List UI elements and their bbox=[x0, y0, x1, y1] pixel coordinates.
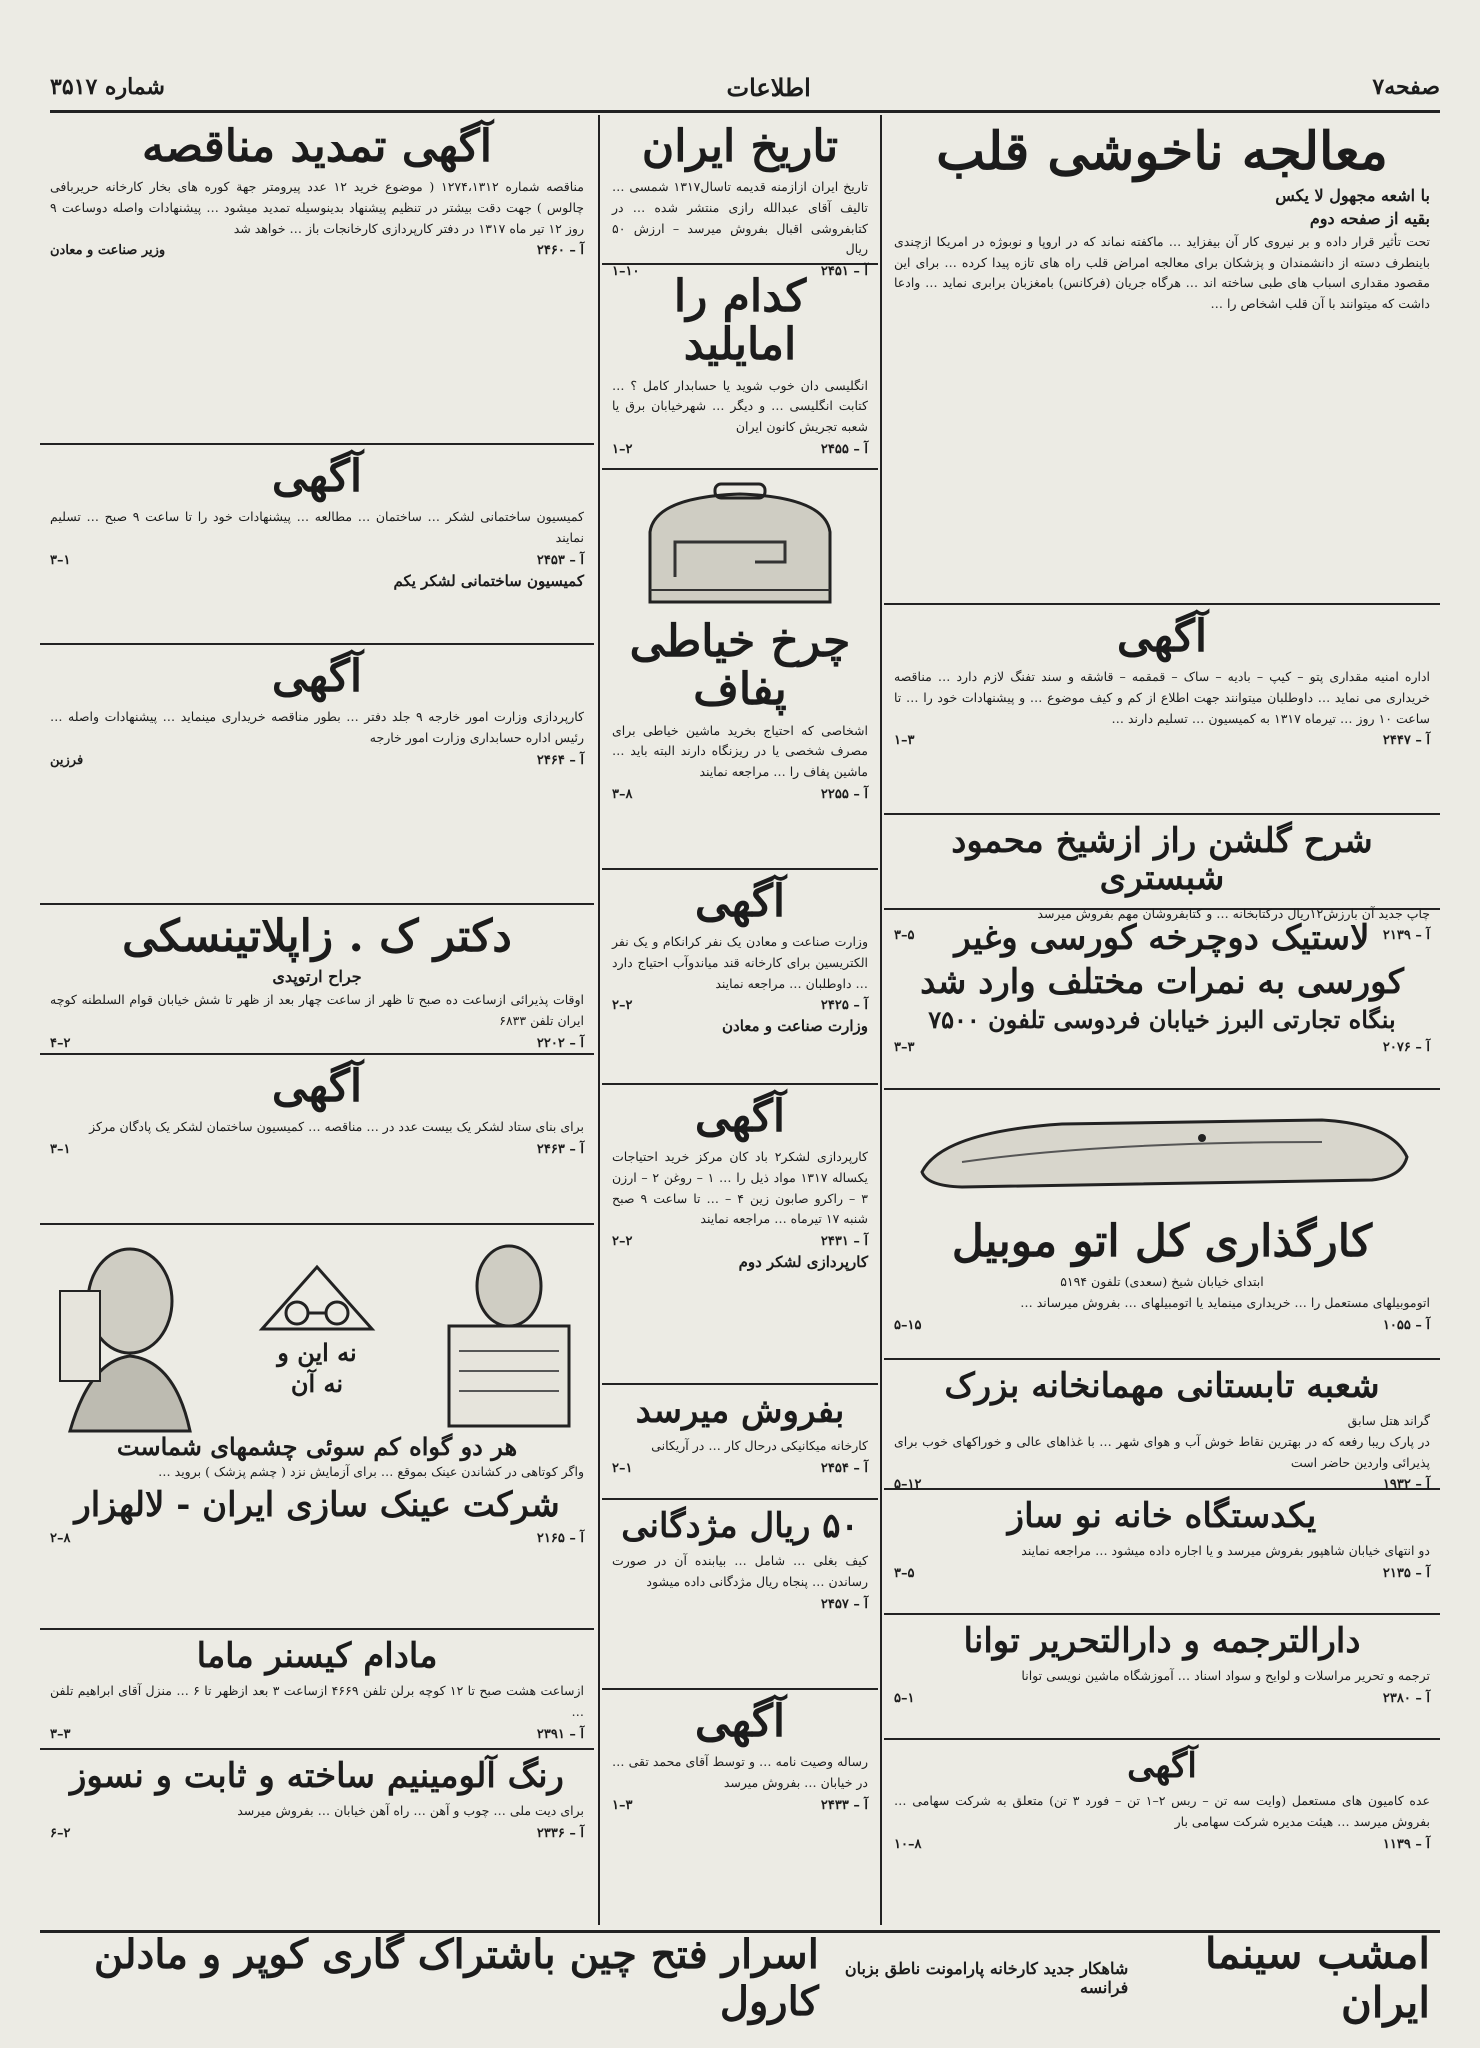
ad-for-sale bbox=[602, 1385, 878, 1500]
ad-trucks-num: ۸–۱۰ bbox=[894, 1836, 922, 1852]
tender-code: آ – ۲۴۶۰ bbox=[536, 243, 584, 259]
ad-construction-title: آگهی bbox=[271, 451, 363, 502]
ad-procurement-sig: کارپردازی لشکر دوم bbox=[738, 1252, 868, 1271]
tire-line-3: بنگاه تجارتی البرز خیابان فردوسی تلفون ۷۵۰۰ bbox=[928, 1005, 1396, 1035]
ad-trucks bbox=[884, 1740, 1440, 1870]
which-num: ۲–۱ bbox=[612, 441, 633, 457]
sale-code: آ – ۲۴۵۴ bbox=[820, 1461, 868, 1477]
tire-num: ۳–۳ bbox=[894, 1039, 915, 1055]
ad-construction bbox=[40, 445, 594, 645]
doctor-sub: جراح ارتوپدی bbox=[272, 967, 362, 987]
ad-procurement bbox=[602, 1085, 878, 1385]
trans-num: ۱–۵ bbox=[894, 1691, 915, 1707]
ad-history bbox=[602, 115, 878, 279]
golshan-body: چاپ جدید آن بارزش۱۲ریال درکتابخانه … و کتابفروشان مهم بفروش میرسد bbox=[1037, 905, 1430, 921]
ad-industry-num: ۲–۲ bbox=[612, 998, 633, 1014]
ad-foreign-ministry bbox=[40, 645, 594, 905]
sale-num: ۱–۲ bbox=[612, 1461, 633, 1477]
ad-construction-sig: کمیسیون ساختمانی لشکر یکم bbox=[393, 571, 584, 590]
sewing-num: ۸–۳ bbox=[612, 786, 633, 802]
heart-continued: بقیه از صفحه دوم bbox=[1309, 209, 1430, 229]
house-num: ۵–۳ bbox=[894, 1566, 915, 1582]
alum-body: برای دیت ملی … چوب و آهن … راه آهن خیابان … بفروش میرسد bbox=[237, 1803, 584, 1819]
ad-foreign-title: آگهی bbox=[271, 651, 363, 702]
house-body: دو انتهای خیابان شاهپور بفروش میرسد و یا اجاره داده میشود … مراجعه نمایند bbox=[1021, 1543, 1430, 1559]
ad-reward bbox=[602, 1500, 878, 1690]
summer-body: در پارک ریبا رفعه که در بهترین نقاط خوش آب و هوای شهر … با غذاهای عالی و خوراکهای خوب برای پذیرائی واردین حاضر است bbox=[894, 1434, 1430, 1470]
house-title: یکدستگاه خانه نو ساز bbox=[1007, 1496, 1317, 1536]
car-illustration bbox=[894, 1102, 1430, 1212]
mama-body: ازساعت هشت صبح تا ۱۲ کوچه برلن تلفن ۴۶۶۹ ازساعت ۳ بعد ازظهر تا ۶ … منزل آقای ابراهیم تلفن … bbox=[50, 1683, 584, 1720]
sale-title: بفروش میرسد bbox=[635, 1391, 845, 1431]
heart-article bbox=[884, 115, 1440, 605]
optic-slogan-1: نه این و bbox=[277, 1337, 357, 1367]
history-title: تاریخ ایران bbox=[641, 121, 839, 172]
house-code: آ – ۲۱۳۵ bbox=[1382, 1566, 1430, 1582]
ad-tires bbox=[884, 910, 1440, 1090]
ad-industry-code: آ – ۲۴۲۵ bbox=[820, 998, 868, 1014]
column-divider-right bbox=[880, 115, 882, 1925]
ad-procurement-title: آگهی bbox=[694, 1091, 786, 1142]
ad-doctor bbox=[40, 905, 594, 1055]
ad-trucks-code: آ – ۱۱۳۹ bbox=[1382, 1836, 1430, 1852]
ad-construction-num: ۱–۳ bbox=[50, 552, 71, 568]
ad-army-code: آ – ۲۴۶۳ bbox=[536, 1142, 584, 1158]
ad-army-body: برای بنای ستاد لشکر یک بیست عدد در … مناقصه … کمیسیون ساختمان لشکر یک پادگان مرکز bbox=[89, 1119, 584, 1135]
reward-code: آ – ۲۴۵۷ bbox=[820, 1596, 868, 1612]
ad-garage bbox=[884, 1090, 1440, 1360]
history-code: آ – ۲۴۵۱ bbox=[820, 263, 868, 279]
cinema-desc: شاهکار جدید کارخانه پارامونت ناطق بزبان فرانسه bbox=[844, 1958, 1129, 1997]
trans-body: ترجمه و تحریر مراسلات و لوایح و سواد اسناد … آموزشگاه ماشین نویسی توانا bbox=[1021, 1668, 1430, 1684]
sewing-title: چرخ خیاطی پفاف bbox=[629, 616, 851, 716]
garage-code: آ – ۱۰۵۵ bbox=[1382, 1317, 1430, 1333]
tire-code: آ – ۲۰۷۶ bbox=[1382, 1039, 1430, 1055]
ad-security bbox=[884, 605, 1440, 815]
golshan-code: آ – ۲۱۳۹ bbox=[1382, 928, 1430, 944]
ad-army-num: ۱–۳ bbox=[50, 1142, 71, 1158]
ad-foreign-body: کارپردازی وزارت امور خارجه ۹ جلد دفتر … بطور مناقصه خریداری مینماید … پیشنهادات واصله … رئیس اداره حسابداری وزارت امور خارجه bbox=[50, 709, 584, 746]
ad-procurement-body: کارپردازی لشکر۲ باد کان مرکز خرید احتیاجات یکساله ۱۳۱۷ مواد ذیل را … ۱ – روغن ۲ – ارزن ۳ – راکرو صابون زین ۴ – … تا ساعت ۹ صبح شنبه ۱۷ تیرماه … مراجعه نمایند bbox=[612, 1149, 869, 1227]
sewing-body: اشخاصی که احتیاج بخرید ماشین خیاطی برای مصرف شخصی یا در ریزنگاه دارند البته باید … ماشین پفاف را … مراجعه نمایند bbox=[612, 722, 868, 780]
ad-house bbox=[884, 1490, 1440, 1615]
doctor-num: ۲–۴ bbox=[50, 1035, 71, 1051]
optic-num: ۸–۲ bbox=[50, 1531, 71, 1546]
summer-title: شعبه تابستانی مهمانخانه بزرک bbox=[944, 1366, 1380, 1406]
glasses-icon bbox=[252, 1263, 382, 1333]
ad-foreign-code: آ – ۲۴۶۴ bbox=[536, 752, 584, 768]
garage-num: ۱۵–۵ bbox=[894, 1317, 922, 1333]
tire-line-2: کورسی به نمرات مختلف وارد شد bbox=[920, 962, 1404, 1003]
alum-num: ۲–۶ bbox=[50, 1826, 71, 1842]
ad-translation bbox=[884, 1615, 1440, 1740]
optic-slogan-2: نه آن bbox=[290, 1369, 344, 1398]
cinema-banner bbox=[40, 1928, 1440, 2027]
optic-line: هر دو گواه کم سوئی چشمهای شماست bbox=[116, 1432, 518, 1461]
doctor-body: اوقات پذیرائی ازساعت ده صبح تا ظهر از ساعت چهار بعد از ظهر تا شش خیابان قوام السلطنه کوچه ایران تلفن ۶۸۳۳ bbox=[50, 992, 584, 1029]
ad-booklet-num: ۳–۱ bbox=[612, 1797, 633, 1813]
heart-body: تحت تأثیر قرار داده و بر نیروی کار آن بیفزاید … ماکفته نماند که در اروپا و نوبوژه در امریکا ازچندی باینطرف دسته از دانشمندان و پزشکان برای معالجه امراض قلب راه های تازه پیدا کرده … برای این مقصود مقداری اسباب های طبی ساخته اند … هرگاه جریان (فرکانس) بامغزبان برابری نماید … وادعا داشت که میتوانند با آن قلب اشخاص را … bbox=[894, 234, 1430, 312]
reward-body: کیف بغلی … شامل … بیابنده آن در صورت رساندن … پنجاه ریال مژدگانی داده میشود bbox=[612, 1553, 868, 1590]
ad-construction-body: کمیسیون ساختمانی لشکر … ساختمان … مطالعه … پیشنهادات خود را تا ساعت ۹ صبح … تسلیم نمایند bbox=[50, 509, 584, 546]
heart-subtitle: با اشعه مجهول لا یکس bbox=[1275, 186, 1430, 206]
history-num: ۱۰–۱ bbox=[612, 263, 640, 279]
tender-body: مناقصه شماره ۱۲۷۴،۱۳۱۲ ( موضوع خرید ۱۲ عدد پیرومتر جهة کوره های بخار کارخانه حریربافی چالوس ) جهت دقت بیشتر در تنظیم پیشنهاد بدینوسیله تمدید میشود … پیشنهادات واصله دوساعت ۹ روز ۱۲ تیر ماه ۱۳۱۷ در دفتر کارپردازی کارخانجات باز … خواهد شد bbox=[50, 179, 584, 236]
ad-summer-hotel bbox=[884, 1360, 1440, 1493]
ad-security-title: آگهی bbox=[1116, 611, 1208, 662]
ad-industry-body: وزارت صناعت و معادن یک نفر کرانکام و یک نفر الکتریسین برای کارخانه قند میاندوآب احتیاج دارد … داوطلبان … مراجعه نمایند bbox=[612, 934, 868, 991]
ad-security-code: آ – ۲۴۴۷ bbox=[1382, 733, 1430, 749]
trans-code: آ – ۲۳۸۰ bbox=[1382, 1691, 1430, 1707]
left-column bbox=[40, 115, 594, 1930]
ad-booklet-body: رساله وصیت نامه … و توسط آقای محمد تقی … در خیابان … بفروش میرسد bbox=[612, 1754, 868, 1791]
ad-aluminium bbox=[40, 1750, 594, 1870]
ad-booklet-title: آگهی bbox=[694, 1696, 786, 1747]
summer-code: آ – ۱۹۳۲ bbox=[1382, 1477, 1430, 1493]
doctor-code: آ – ۲۲۰۲ bbox=[536, 1035, 584, 1051]
masthead-rule bbox=[50, 110, 1440, 113]
mama-num: ۳–۳ bbox=[50, 1726, 71, 1742]
ad-midwife bbox=[40, 1630, 594, 1750]
man-newspaper-illustration bbox=[434, 1231, 584, 1431]
sewing-code: آ – ۲۲۵۵ bbox=[820, 786, 868, 802]
ad-tender bbox=[40, 115, 594, 445]
ad-security-num: ۳–۱ bbox=[894, 733, 915, 749]
cinema-name: امشب سینما ایران bbox=[1204, 1928, 1430, 2027]
ad-foreign-sig: فرزین bbox=[50, 752, 84, 768]
alum-title: رنگ آلومینیم ساخته و ثابت و نسوز bbox=[70, 1756, 564, 1796]
which-code: آ – ۲۴۵۵ bbox=[820, 441, 868, 457]
ad-sewing bbox=[602, 470, 878, 870]
ad-trucks-body: عده کامیون های مستعمل (وایت سه تن – ربس ۲–۱ تن – فورد ۳ تن) متعلق به شرکت سهامی … بفروش میرسد … هیئت مدیره شرکت سهامی بار bbox=[894, 1793, 1430, 1830]
reward-title: ۵۰ ریال مژدگانی bbox=[621, 1506, 859, 1546]
garage-sub: ابتدای خیابان شیخ (سعدی) تلفون ۵۱۹۴ bbox=[1060, 1274, 1264, 1290]
ad-booklet-code: آ – ۲۴۳۳ bbox=[820, 1797, 868, 1813]
column-divider-left bbox=[598, 115, 600, 1925]
sewing-machine-illustration bbox=[612, 482, 868, 612]
mama-code: آ – ۲۳۹۱ bbox=[536, 1726, 584, 1742]
golshan-title: شرح گلشن راز ازشیخ محمود شبستری bbox=[951, 821, 1373, 899]
ad-security-body: اداره امنیه مقداری پتو – کیپ – بادیه – ساک – قمقمه – قاشقه و سند تفنگ لازم دارد … مناقصه خریداری می نماید … داوطلبان میتوانند جهت اطلاع از کم و کیف موضوع … و پیشنهادات خود را … تا ساعت ۱۰ روز … تیرماه ۱۳۱۷ به کمیسیون … تسلیم دارند … bbox=[894, 669, 1430, 726]
ad-which bbox=[602, 265, 878, 470]
which-body: انگلیسی دان خوب شوید یا حسابدار کامل ؟ … کتابت انگلیسی … و دیگر … شهرخیابان برق یا شعبه تجریش کانون ایران bbox=[612, 377, 868, 435]
ad-industry bbox=[602, 870, 878, 1085]
which-title: کدام را امایلید bbox=[673, 271, 807, 371]
sale-body: کارخانه میکانیکی درحال کار … در آریکانی bbox=[651, 1438, 868, 1454]
ad-army-title: آگهی bbox=[271, 1061, 363, 1112]
optic-body: واگر کوتاهی در کشاندن عینک بموقع … برای آزمایش نزد ( چشم پزشک ) بروید … bbox=[158, 1464, 584, 1480]
ad-optician bbox=[40, 1225, 594, 1630]
ad-industry-sig: وزارت صناعت و معادن bbox=[722, 1017, 868, 1036]
trans-title: دارالترجمه و دارالتحریر توانا bbox=[963, 1621, 1361, 1661]
paper-name: اطلاعات bbox=[726, 72, 811, 102]
mama-title: مادام کیسنر ماما bbox=[196, 1636, 438, 1676]
page-number: صفحه۷ bbox=[1372, 74, 1440, 100]
optic-company: شرکت عینک سازی ایران - لالهزار bbox=[74, 1484, 560, 1525]
tender-sig: وزیر صناعت و معادن bbox=[50, 243, 166, 259]
garage-title: کارگذاری کل اتو موبیل bbox=[951, 1216, 1373, 1267]
history-body: تاریخ ایران ازازمنه قدیمه تاسال۱۳۱۷ شمسی … تالیف آقای عبدالله رازی منتشر شده … در کتابفروشی اقبال بفروش میرسد – ارزش ۵۰ ریال bbox=[612, 179, 868, 257]
summer-tag: گراند هتل سابق bbox=[1347, 1413, 1430, 1429]
issue-number: شماره ۳۵۱۷ bbox=[50, 74, 165, 100]
garage-body: اتوموبیلهای مستعمل را … خریداری مینماید یا اتومبیلهای … بفروش میرساند … bbox=[1020, 1295, 1430, 1311]
right-column bbox=[884, 115, 1440, 1930]
ad-construction-code: آ – ۲۴۵۳ bbox=[536, 552, 584, 568]
man-reading-illustration bbox=[50, 1231, 200, 1431]
ad-trucks-title: آگهی bbox=[1127, 1746, 1197, 1786]
summer-num: ۱۲–۵ bbox=[894, 1477, 922, 1493]
masthead bbox=[50, 62, 1440, 112]
ad-procurement-num: ۲–۲ bbox=[612, 1233, 633, 1249]
ad-procurement-code: آ – ۲۴۳۱ bbox=[820, 1233, 868, 1249]
alum-code: آ – ۲۳۳۶ bbox=[536, 1826, 584, 1842]
ad-army-hq bbox=[40, 1055, 594, 1225]
ad-industry-title: آگهی bbox=[694, 876, 786, 927]
golshan-num: ۵–۳ bbox=[894, 928, 915, 944]
ad-booklet bbox=[602, 1690, 878, 1890]
optic-code: آ – ۲۱۶۵ bbox=[536, 1531, 584, 1546]
doctor-title: دکتر ک . زاپلاتینسکی bbox=[122, 911, 512, 962]
movie-title: اسرار فتح چین باشتراک گاری کوپر و مادلن کارول bbox=[93, 1930, 819, 2025]
tender-title: آگهی تمدید مناقصه bbox=[142, 121, 492, 172]
middle-column bbox=[602, 115, 878, 1930]
tire-line-1: لاستیک دوچرخه کورسی وغیر bbox=[954, 918, 1370, 958]
heart-title: معالجه ناخوشی قلب bbox=[936, 121, 1388, 182]
